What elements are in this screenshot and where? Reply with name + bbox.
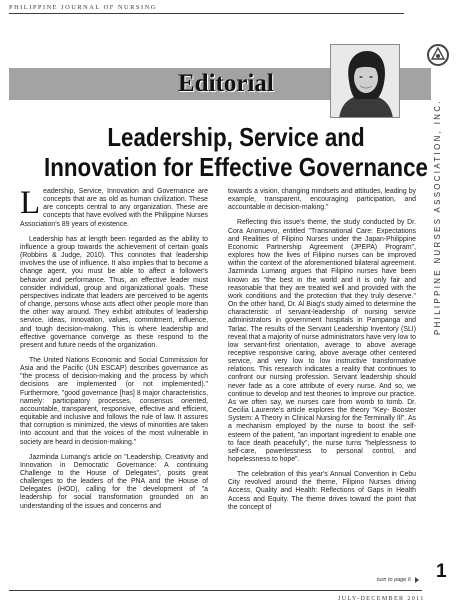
article-title-line-2: Innovation for Effective Governance — [44, 152, 428, 182]
paragraph — [20, 185, 208, 229]
paragraph: Reflecting this issue's theme, the study conducted by Dr. Cora Anonuevo, entitled "Transnational Care: Expectations and Realities of Filipino Nurses under the Japan-Philippine Economic Partnership Agreement (JPEPA) Program", explores how the lives of Filipino nurses can be improved within the context of the aforementioned bilateral agreement. Jazminda Lumang argues that Filipino nurses have been known as "the best in the world and it is only fair and reasonable that they are treated well and provided with the work conditions and the protection that they truly deserve." On the other hand, Dr. Al Biag's study aimed to determine the characteristic of servant-leadership of nursing service administrators in government hospitals in Pampanga and Tarlac. The results of the Servant Leadership Inventory (SLI) reveal that a majority of nurse administrators have very low to low servant-first orientation, average to above average receptive responsive caring, above average other centered service, and very low to low instructive transformative relations. This research indicates a reality that continues to confront our nursing profession. Servant leadership should never fade as a core attribute of every nurse. And so, we continue to develop and test theories to improve our practice. As we often say, we nurses care from womb to tomb. Dr. Cecilia Laurente's article explores the theory "Key- Booster System: A Theory in Clinical Nursing for the Terminally Ill". As a mechanism employed by the nurse to boost the self-esteem of the patient, "an important ingredient to enable one to face death peacefully", the nurse turns "helplessness to self-care, powerlessness to personal control, and hopelessness to hope". — [228, 219, 416, 463]
author-portrait-icon — [331, 45, 400, 118]
journal-name: PHILIPPINE JOURNAL OF NURSING — [9, 4, 157, 11]
article-title — [33, 122, 439, 182]
article-column-right — [228, 188, 416, 519]
triangle-right-icon — [415, 577, 419, 583]
paragraph-text: eadership, Service, Innovation and Governance are concepts that are as old as human civilization. These are concepts central to any organization. These are concepts that have evolved with the Philippine Nurses Association's 89 years of existence. — [20, 188, 208, 228]
organization-name: PHILIPPINE NURSES ASSOCIATION, INC. — [433, 99, 442, 335]
paragraph: The celebration of this year's Annual Convention in Cebu City revolved around the theme, Filipino Nurses driving Access, Quality and Health: Reflections of Gaps in Health Access and Equity. The theme drives toward the point that the concept of — [228, 471, 416, 511]
issue-date: JULY-DECEMBER 2011 — [338, 595, 425, 602]
header-rule — [9, 13, 404, 14]
page-number: 1 — [436, 561, 447, 582]
author-photo — [330, 44, 400, 118]
article-column-left — [20, 185, 208, 518]
footer-rule — [9, 590, 422, 591]
paragraph: Leadership has at length been regarded as the ability to influence a group towards the achievement of certain goals (Robbins & Judge, 2010). This connotes that leadership involves the use of influence. It also implies that to become a change agent, you must be able to affect a follower's behavior and performance. Thus, an effective leader must consider individual, group and organizational goals. These perspectives indicate that leaders are perceived to be agents of change, persons whose acts affect other people more than the other way around. They exhibit attributes of leadership service, ideas, innovation, values, commitment, influence, and tough decision-making. This is where leadership and effective governance converge as these respond to the present and future needs of the organization. — [20, 235, 208, 349]
paragraph: Jazminda Lumang's article on "Leadership, Creativity and Innovation in Democratic Governance: A continuing Challenge to the House of Delegates", posits great challenges to the leaders of the PNA and the House of Delegates (HOD), calling for the development of "a leadership for social transformation grounded on an understanding of the issues and concerns and — [20, 453, 208, 510]
continuation-note[interactable]: turn to page 6 — [377, 577, 411, 583]
section-title: Editorial — [178, 70, 274, 97]
drop-cap: L — [20, 185, 41, 221]
article-title-line-1: Leadership, Service and — [107, 122, 365, 152]
paragraph: towards a vision, changing mindsets and attitudes, leading by example, transparent, encouraging participation, and accountable in decision-making." — [228, 188, 416, 212]
paragraph: The United Nations Economic and Social Commission for Asia and the Pacific (UN ESCAP) describes governance as "the process of decision-making and the process by which decisions are implemented (or not implemented)." Furthermore, "good governance [has] 8 major characteristics, namely: participatory processes, consensus oriented, accountable, transparent, responsive, effective and efficient, equitable and inclusive and follows the rule of law. It assures that corruption is minimized, the views of minorities are taken into account and that the voices of the most vulnerable in society are heard in decision-making." — [20, 356, 208, 446]
